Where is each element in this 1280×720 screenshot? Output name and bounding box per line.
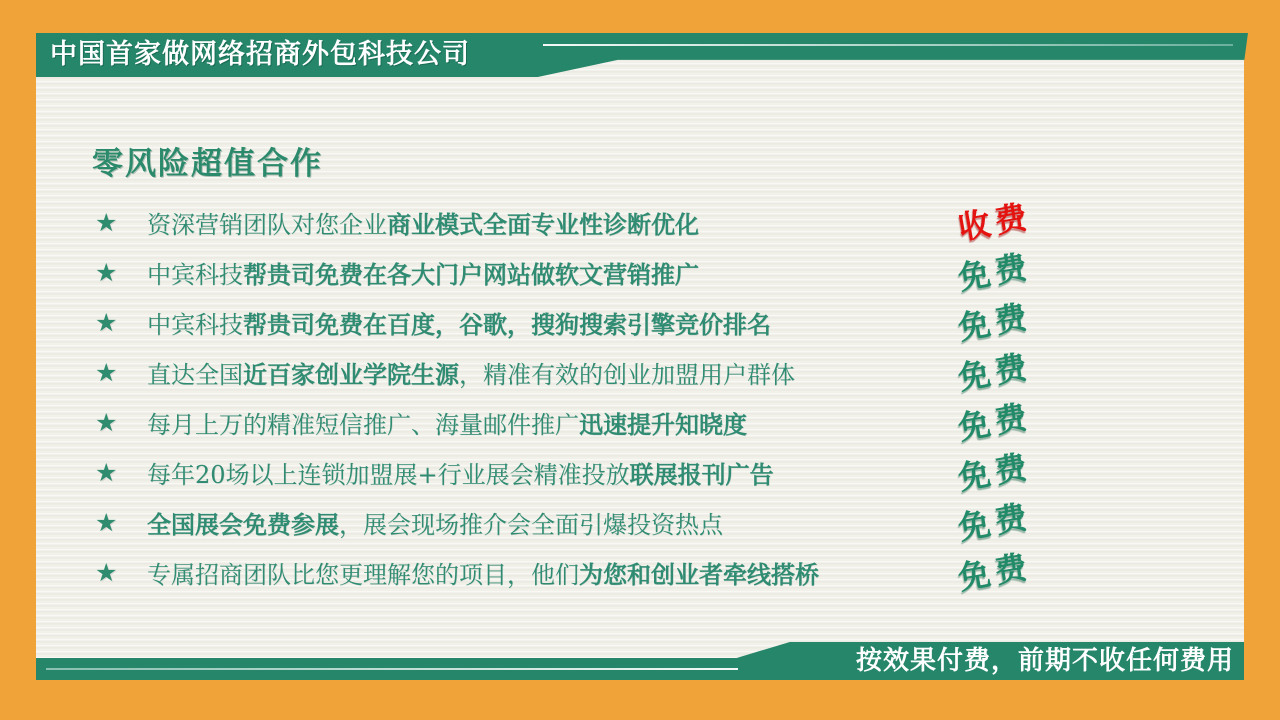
list-item-text: 每年20场以上连锁加盟展+行业展会精准投放联展报刊广告	[147, 459, 774, 489]
payment-policy-text: 按效果付费，前期不收任何费用	[855, 646, 1234, 676]
fee-badge: 免费	[955, 346, 1035, 398]
list-item-text: 中宾科技帮贵司免费在各大门户网站做软文营销推广	[147, 259, 699, 289]
fee-badge: 免费	[955, 246, 1035, 298]
benefit-list	[95, 197, 1041, 597]
list-item	[95, 547, 1041, 597]
fee-badge: 收费	[955, 196, 1035, 248]
company-tagline: 中国首家做网络招商外包科技公司	[50, 39, 470, 70]
star-icon: ★	[95, 307, 118, 337]
list-item-text: 全国展会免费参展，展会现场推介会全面引爆投资热点	[147, 509, 723, 539]
list-item	[95, 397, 1041, 447]
fee-badge: 免费	[955, 546, 1035, 598]
bottom-banner-accent-line	[46, 668, 738, 670]
list-item	[95, 197, 1041, 247]
star-icon: ★	[95, 507, 118, 537]
list-item-text: 直达全国近百家创业学院生源，精准有效的创业加盟用户群体	[147, 359, 795, 389]
list-item	[95, 297, 1041, 347]
star-icon: ★	[95, 207, 118, 237]
star-icon: ★	[95, 457, 118, 487]
list-item	[95, 247, 1041, 297]
star-icon: ★	[95, 407, 118, 437]
fee-badge: 免费	[955, 396, 1035, 448]
list-item-text: 资深营销团队对您企业商业模式全面专业性诊断优化	[147, 209, 699, 239]
star-icon: ★	[95, 357, 118, 387]
star-icon: ★	[95, 257, 118, 287]
list-item	[95, 347, 1041, 397]
fee-badge: 免费	[955, 446, 1035, 498]
list-item-text: 中宾科技帮贵司免费在百度，谷歌，搜狗搜索引擎竞价排名	[147, 309, 771, 339]
list-item	[95, 497, 1041, 547]
fee-badge: 免费	[955, 296, 1035, 348]
slide-title: 零风险超值合作	[92, 146, 323, 182]
list-item-text: 专属招商团队比您更理解您的项目，他们为您和创业者牵线搭桥	[147, 559, 819, 589]
top-banner-accent-line	[543, 44, 1233, 46]
list-item-text: 每月上万的精准短信推广、海量邮件推广迅速提升知晓度	[147, 409, 747, 439]
star-icon: ★	[95, 557, 118, 587]
list-item	[95, 447, 1041, 497]
fee-badge: 免费	[955, 496, 1035, 548]
